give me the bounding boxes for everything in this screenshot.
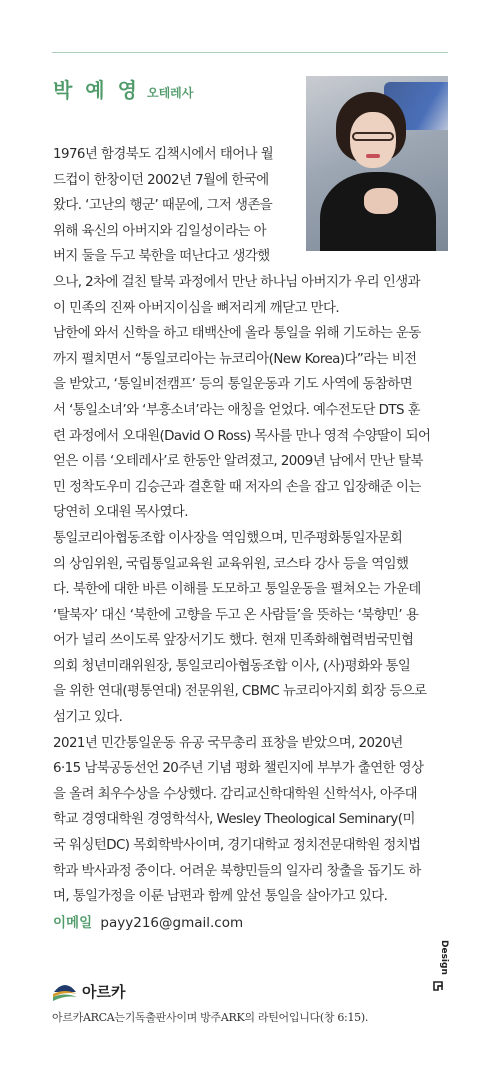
bio-line: 버지 둘을 두고 북한을 떠난다고 생각했 (53, 249, 270, 265)
bio-line: 련 과정에서 오대원(David O Ross) 목사를 만나 영적 수양딸이 되어 (53, 428, 431, 444)
bio-line: 다. 북한에 대한 바른 이해를 도모하고 통일운동을 펼쳐오는 가운데 (53, 582, 421, 598)
design-mark-icon (432, 980, 444, 992)
bio-line: 의 상임위원, 국립통일교육원 교육위원, 코스타 강사 등을 역임했 (53, 556, 409, 572)
design-credit (428, 940, 450, 1000)
bio-line: 서 ‘통일소녀’와 ‘부흥소녀’라는 애칭을 얻었다. 예수전도단 DTS 훈 (53, 402, 421, 418)
bio-line: ‘탈북자’ 대신 ‘북한에 고향을 두고 온 사람들’을 뜻하는 ‘북향민’ 용 (53, 607, 419, 623)
top-divider (52, 52, 448, 53)
bio-line: 얻은 이름 ‘오테레사’로 한동안 알려졌고, 2009년 남에서 만난 탈북 (53, 454, 423, 470)
bio-line: 6·15 남북공동선언 20주년 기념 평화 챌린지에 부부가 출연한 영상 (53, 761, 424, 777)
bio-intro-full (53, 270, 449, 321)
bio-line: 드컵이 한창이던 2002년 7월에 한국에 (53, 172, 269, 188)
bio-line: 1976년 함경북도 김책시에서 태어나 월 (53, 147, 274, 162)
bio-line: 학과 박사과정 중이다. 어려운 북향민들의 일자리 창출을 돕기도 하 (53, 863, 421, 879)
publisher-footer: 아르카ARCA는기독출판사이며 방주ARK의 라틴어입니다(창 6:15). (52, 1011, 369, 1024)
bio-paragraph-2 (53, 321, 449, 526)
bio-line: 의회 청년미래위원장, 통일코리아협동조합 이사, (사)평화와 통일 (53, 658, 411, 674)
bio-paragraph-3 (53, 526, 449, 731)
bio-line: 민 정착도우미 김승근과 결혼할 때 저자의 손을 잡고 입장해준 이는 (53, 479, 421, 495)
bio-line: 왔다. ‘고난의 행군’ 때문에, 그저 생존을 (53, 198, 273, 214)
bio-line: 을 올려 최우수상을 수상했다. 감리교신학대학원 신학석사, 아주대 (53, 786, 418, 802)
bio-line: 으나, 2차에 걸친 탈북 과정에서 만난 하나님 아버지가 우리 인생과 (53, 274, 421, 290)
bio-line: 섬기고 있다. (53, 710, 123, 726)
bio-line: 어가 널리 쓰이도록 앞장서기도 했다. 현재 민족화해협력범국민협 (53, 633, 414, 649)
bio-line: 위해 육신의 아버지와 김일성이라는 아 (53, 223, 266, 239)
bio-line: 2021년 민간통일운동 유공 국무총리 표창을 받았으며, 2020년 (53, 735, 403, 751)
publisher-name: 아르카 (82, 982, 126, 1001)
ark-logo-icon (52, 980, 78, 1002)
bio-line: 을 받았고, ‘통일비전캠프’ 등의 통일운동과 기도 사역에 동참하면 (53, 377, 413, 393)
bio-line: 남한에 와서 신학을 하고 태백산에 올라 통일을 위해 기도하는 운동 (53, 326, 421, 342)
bio-line: 학교 경영대학원 경영학석사, Wesley Theological Seminary(미 (53, 812, 415, 828)
email-address[interactable]: payy216@gmail.com (100, 915, 244, 931)
design-credit-text: Design (439, 940, 449, 975)
bio-intro-short (53, 142, 449, 270)
bio-line: 이 민족의 진짜 아버지이심을 뼈저리게 깨닫고 만다. (53, 300, 340, 316)
email-line (53, 911, 243, 931)
bio-line: 당연히 오대원 목사였다. (53, 505, 188, 521)
bio-paragraph-4 (53, 731, 449, 910)
publisher-logo (52, 980, 125, 1002)
author-heading (53, 74, 193, 103)
bio-line: 며, 통일가정을 이룬 남편과 함께 앞선 통일을 살아가고 있다. (53, 889, 388, 905)
author-name: 박 예 영 (53, 78, 140, 102)
bio-line: 통일코리아협동조합 이사장을 역임했으며, 민주평화통일자문회 (53, 530, 403, 546)
bio-line: 까지 펼치면서 “통일코리아는 뉴코리아(New Korea)다”라는 비전 (53, 351, 417, 367)
author-bio (53, 142, 449, 910)
author-title: 오테레사 (146, 86, 194, 100)
email-label: 이메일 (53, 915, 93, 931)
bio-line: 을 위한 연대(평통연대) 전문위원, CBMC 뉴코리아지회 회장 등으로 (53, 684, 427, 700)
bio-line: 국 워싱턴DC) 목회학박사이며, 경기대학교 정치전문대학원 정치법 (53, 838, 421, 854)
